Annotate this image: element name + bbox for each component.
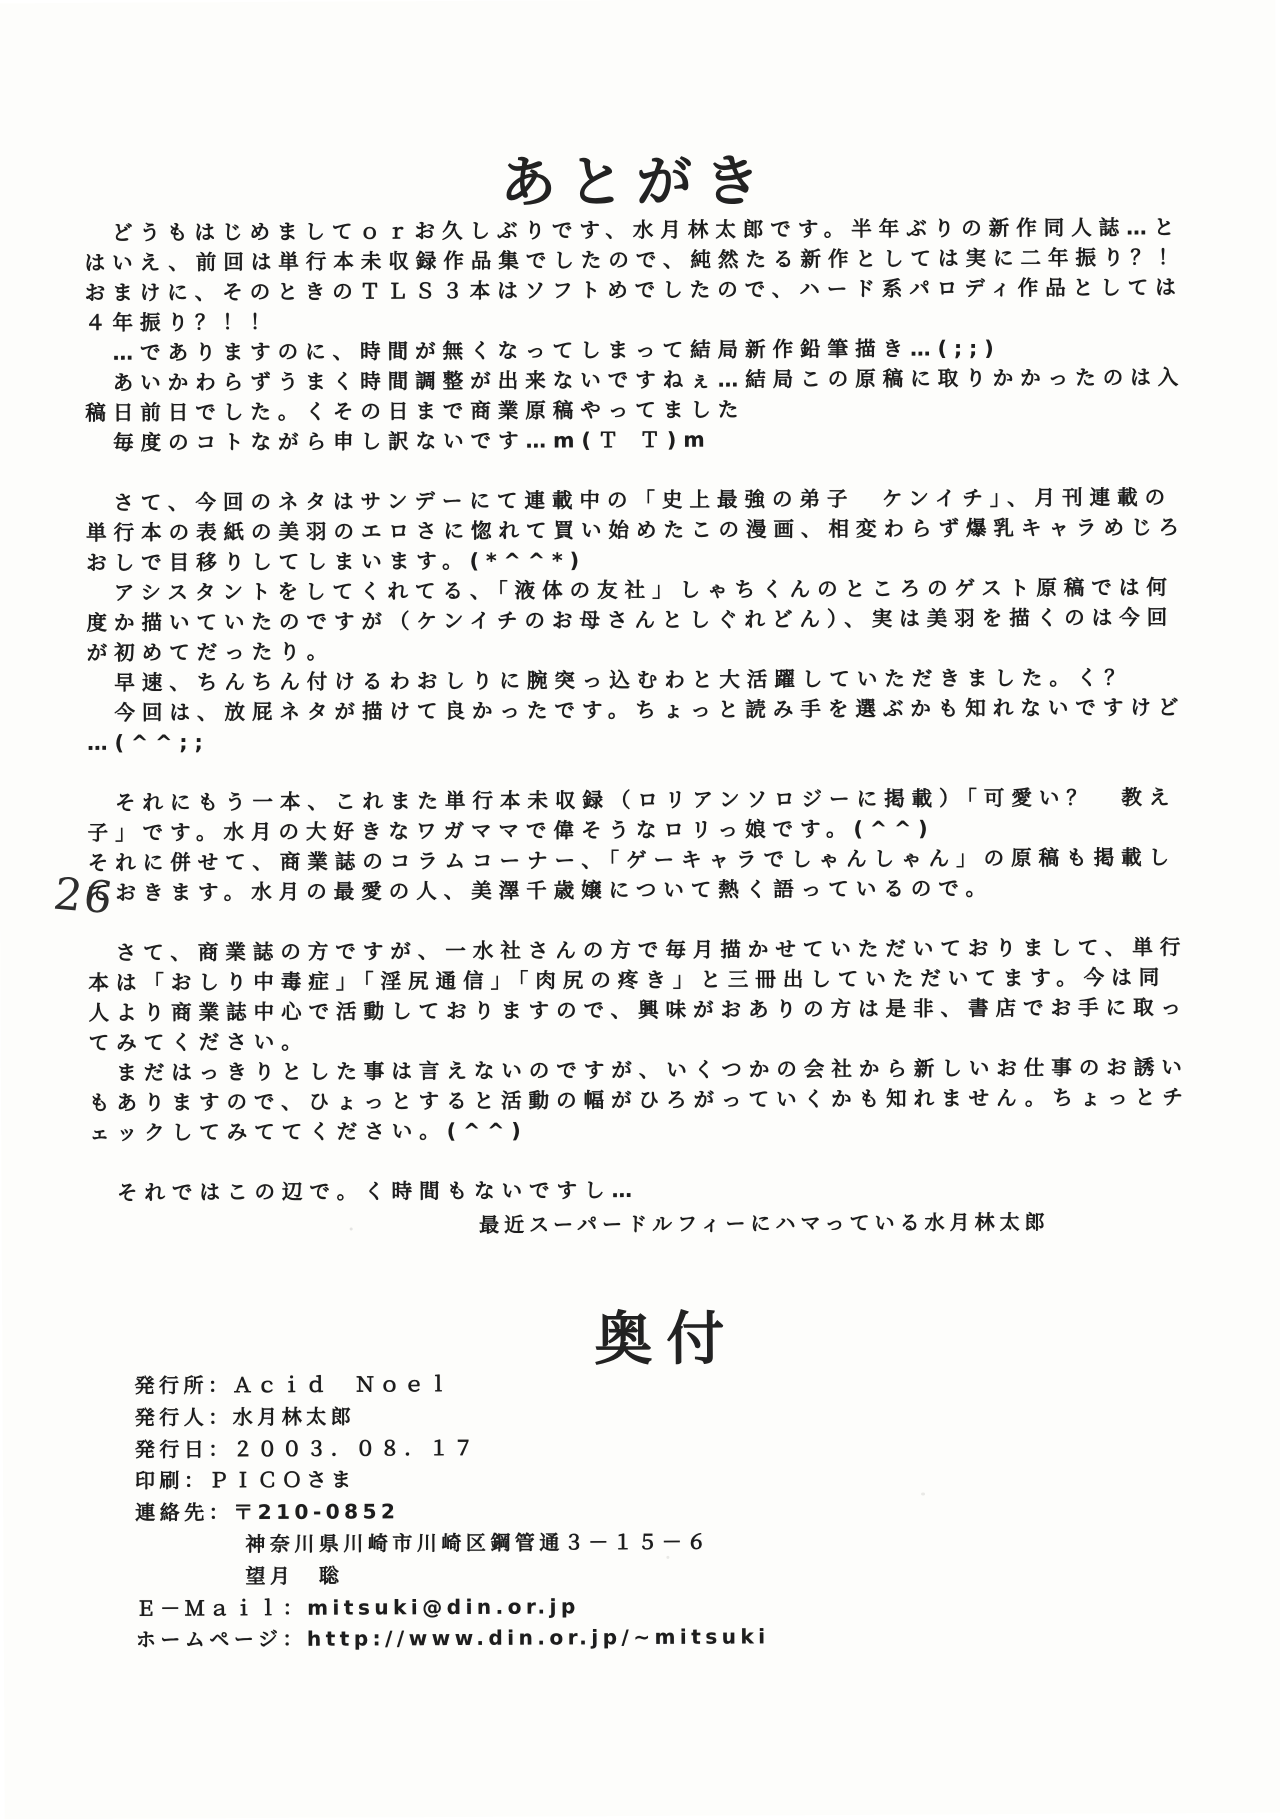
colophon-row: ホームページ：http://www.din.or.jp/~mitsuki xyxy=(135,1624,770,1653)
colophon-title: 奥付 xyxy=(594,1304,739,1374)
afterword-line: おまけに、そのときのＴＬＳ３本はソフトめでしたので、ハード系パロディ作品としては xyxy=(84,275,1183,305)
afterword-line: 単行本の表紙の美羽のエロさに惚れて買い始めたこの漫画、相変わらず爆乳キャラめじろ xyxy=(85,515,1187,545)
afterword-line: 今回は、放屁ネタが描けて良かったです。ちょっと読み手を選ぶかも知れないですけど xyxy=(86,695,1186,725)
afterword-line: …でありますのに、時間が無くなってしまって結局新作鉛筆描き…(;;) xyxy=(85,336,1001,365)
afterword-line: まだはっきりとした事は言えないのですが、いくつかの会社から新しいお仕事のお誘い xyxy=(88,1055,1189,1085)
scan-speck xyxy=(350,1228,353,1231)
scan-speck xyxy=(921,1493,925,1496)
scan-speck xyxy=(666,1556,669,1559)
afterword-line: さて、今回のネタはサンデーにて連載中の「史上最強の弟子 ケンイチ」、月刊連載の xyxy=(85,485,1173,515)
colophon-row: 発行所：Ａｃｉｄ Ｎｏｅｌ xyxy=(134,1371,454,1398)
colophon-row: 発行人：水月林太郎 xyxy=(134,1404,356,1430)
afterword-line: あいかわらずうまく時間調整が出来ないですねぇ…結局この原稿に取りかかったのは入 xyxy=(85,365,1186,395)
colophon-row: 神奈川県川崎市川崎区鋼管通３－１５－６ xyxy=(245,1529,711,1557)
colophon-rows xyxy=(134,1365,1135,1656)
afterword-line: さて、商業誌の方ですが、一水社さんの方で毎月描かせていただいておりまして、単行 xyxy=(88,935,1188,965)
afterword-line: アシスタントをしてくれてる、「液体の友社」しゃちくんのところのゲスト原稿では何 xyxy=(86,575,1174,605)
colophon-row: Ｅ－Ｍａｉｌ：mitsuki@din.or.jp xyxy=(135,1593,580,1621)
handwritten-page-number: 26 xyxy=(50,868,118,925)
colophon-row: 印刷：ＰＩＣＯさま xyxy=(134,1467,356,1494)
afterword-body xyxy=(84,212,1209,1208)
afterword-line: それに併せて、商業誌のコラムコーナー、「ゲーキャラでしゃんしゃん」の原稿も掲載し xyxy=(87,845,1177,875)
scan-speck xyxy=(1143,1099,1148,1103)
afterword-line: それではこの辺で。く時間もないですし… xyxy=(89,1178,640,1205)
afterword-title: あとがき xyxy=(500,149,773,216)
afterword-line: それにもう一本、これまた単行本未収録（ロリアンソロジーに掲載）「可愛い？ 教え xyxy=(87,785,1177,815)
afterword-line: …(^^;; xyxy=(87,730,210,755)
afterword-line: 本は「おしり中毒症」「淫尻通信」「肉尻の疼き」と三冊出していただいてます。今は同 xyxy=(88,965,1167,995)
afterword-line: はいえ、前回は単行本未収録作品集でしたので、純然たる新作としては実に二年振り？！ xyxy=(84,245,1186,275)
afterword-line: もありますので、ひょっとすると活動の幅がひろがっていくかも知れません。ちょっとチ xyxy=(88,1085,1190,1115)
afterword-line: 度か描いていたのですが（ケンイチのお母さんとしぐれどん）、実は美羽を描くのは今回 xyxy=(86,605,1175,635)
afterword-line: ェックしてみててください。(^^) xyxy=(89,1118,528,1145)
afterword-line: 毎度のコトながら申し訳ないです…m(Ｔ Ｔ)m xyxy=(85,427,712,455)
afterword-line: 早速、ちんちん付けるわおしりに腕突っ込むわと大活躍していただきました。く？ xyxy=(86,665,1132,695)
colophon-row: 発行日：２００３．０８．１７ xyxy=(134,1435,478,1462)
afterword-line: ておきます。水月の最愛の人、美澤千歳嬢について熱く語っているので。 xyxy=(87,876,994,905)
author-signature: 最近スーパードルフィーにハマっている水月林太郎 xyxy=(478,1209,1050,1237)
afterword-line: おしで目移りしてしまいます。(*^^*) xyxy=(86,548,587,575)
afterword-line: 子」です。水月の大好きなワガママで偉そうなロリっ娘です。(^^) xyxy=(87,816,935,845)
afterword-line: 人より商業誌中心で活動しておりますので、興味がおありの方は是非、書店でお手に取っ xyxy=(88,995,1189,1025)
colophon-row: 連絡先：〒210-0852 xyxy=(135,1499,400,1525)
colophon-row: 望月 聡 xyxy=(245,1563,344,1588)
afterword-line: 稿日前日でした。くその日まで商業原稿やってました xyxy=(85,397,746,425)
afterword-line: ４年振り？！！ xyxy=(84,309,278,335)
afterword-line: が初めてだったり。 xyxy=(86,639,335,665)
afterword-line: てみてください。 xyxy=(88,1029,309,1055)
afterword-line: どうもはじめましてｏｒお久しぶりです、水月林太郎です。半年ぶりの新作同人誌…と xyxy=(84,215,1182,245)
